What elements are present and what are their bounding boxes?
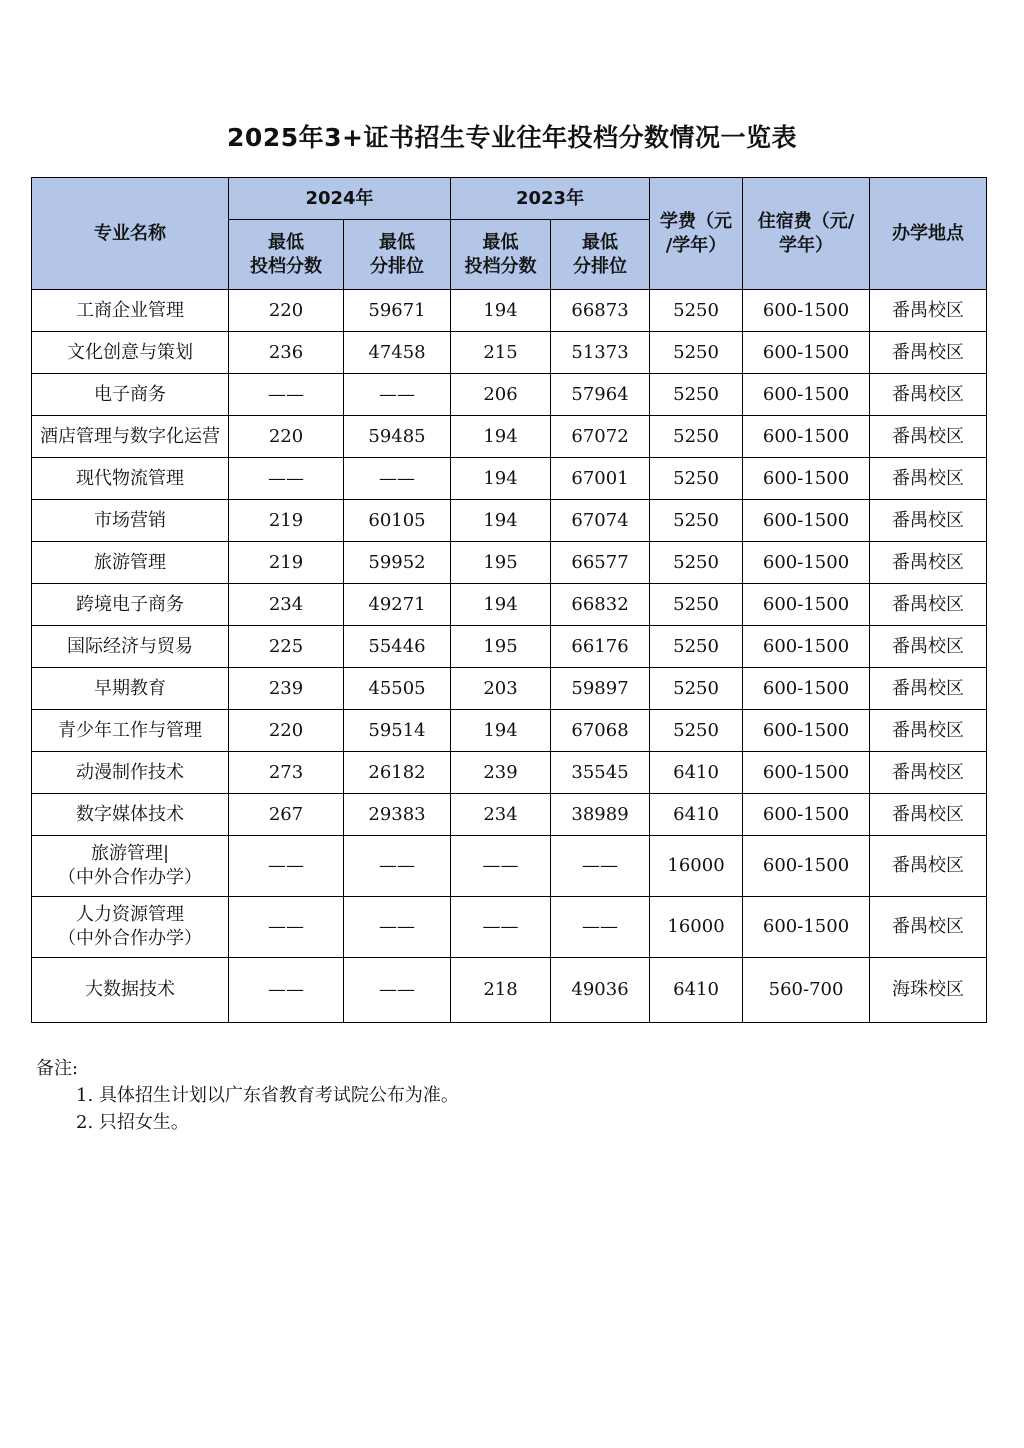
cell-dorm: 600-1500 bbox=[743, 836, 870, 897]
cell-2024-rank: —— bbox=[344, 958, 451, 1023]
cell-2024-rank: —— bbox=[344, 374, 451, 416]
cell-dorm: 600-1500 bbox=[743, 897, 870, 958]
table-row bbox=[32, 374, 987, 416]
table-row bbox=[32, 290, 987, 332]
cell-2023-rank: 67068 bbox=[551, 710, 650, 752]
cell-major-text: 酒店管理与数字化运营 bbox=[40, 425, 220, 447]
header-campus: 办学地点 bbox=[870, 178, 987, 290]
cell-major: 大数据技术 bbox=[32, 958, 229, 1023]
cell-tuition: 5250 bbox=[650, 584, 743, 626]
cell-major: 早期教育 bbox=[32, 668, 229, 710]
cell-2024-rank: —— bbox=[344, 458, 451, 500]
cell-2023-rank: 59897 bbox=[551, 668, 650, 710]
cell-2024-rank: 55446 bbox=[344, 626, 451, 668]
cell-2024-rank: 29383 bbox=[344, 794, 451, 836]
cell-major: 动漫制作技术 bbox=[32, 752, 229, 794]
cell-dorm: 600-1500 bbox=[743, 794, 870, 836]
cell-2023-score: 195 bbox=[451, 626, 551, 668]
header-2024: 2024年 bbox=[229, 178, 451, 220]
score-table bbox=[31, 177, 987, 1023]
cell-major-l2: （中外合作办学） bbox=[58, 867, 202, 888]
header-2024-min-score bbox=[229, 220, 344, 290]
cell-2023-score: —— bbox=[451, 836, 551, 897]
cell-campus: 番禺校区 bbox=[870, 710, 987, 752]
cell-campus: 番禺校区 bbox=[870, 332, 987, 374]
cell-dorm: 560-700 bbox=[743, 958, 870, 1023]
cell-2023-score: 194 bbox=[451, 458, 551, 500]
cell-tuition: 6410 bbox=[650, 752, 743, 794]
cell-tuition: 16000 bbox=[650, 897, 743, 958]
cell-2024-score: 236 bbox=[229, 332, 344, 374]
cell-major: 跨境电子商务 bbox=[32, 584, 229, 626]
header-2023-min-score-l1: 最低 bbox=[482, 231, 519, 253]
cell-2023-score: 203 bbox=[451, 668, 551, 710]
cell-2024-score: 220 bbox=[229, 290, 344, 332]
cell-campus: 番禺校区 bbox=[870, 668, 987, 710]
cell-campus: 番禺校区 bbox=[870, 290, 987, 332]
header-2024-min-rank bbox=[344, 220, 451, 290]
table-row bbox=[32, 668, 987, 710]
cell-2024-score: —— bbox=[229, 836, 344, 897]
cell-2024-score: 267 bbox=[229, 794, 344, 836]
cell-tuition: 5250 bbox=[650, 710, 743, 752]
cell-tuition: 5250 bbox=[650, 332, 743, 374]
cell-2024-score: 219 bbox=[229, 542, 344, 584]
cell-2023-rank: 38989 bbox=[551, 794, 650, 836]
cell-tuition: 6410 bbox=[650, 794, 743, 836]
cell-2024-rank: —— bbox=[344, 897, 451, 958]
cell-2023-rank: 66873 bbox=[551, 290, 650, 332]
cell-campus: 番禺校区 bbox=[870, 374, 987, 416]
cell-major: 市场营销 bbox=[32, 500, 229, 542]
cell-campus: 番禺校区 bbox=[870, 584, 987, 626]
cell-2023-score: 194 bbox=[451, 500, 551, 542]
cell-dorm: 600-1500 bbox=[743, 752, 870, 794]
page-title: 2025年3+证书招生专业往年投档分数情况一览表 bbox=[227, 123, 797, 152]
header-2023-min-score-l2: 投档分数 bbox=[464, 255, 537, 277]
cell-dorm: 600-1500 bbox=[743, 290, 870, 332]
cell-2024-rank: 59485 bbox=[344, 416, 451, 458]
cell-tuition: 5250 bbox=[650, 542, 743, 584]
cell-tuition: 5250 bbox=[650, 374, 743, 416]
table-row bbox=[32, 332, 987, 374]
cell-2023-rank: 51373 bbox=[551, 332, 650, 374]
table-row bbox=[32, 416, 987, 458]
cell-tuition: 6410 bbox=[650, 958, 743, 1023]
header-2023-min-rank-l1: 最低 bbox=[582, 231, 619, 253]
header-2024-min-rank-l2: 分排位 bbox=[370, 255, 424, 277]
cell-tuition: 5250 bbox=[650, 668, 743, 710]
header-tuition bbox=[650, 178, 743, 290]
cell-major-l1: 旅游管理| bbox=[90, 843, 170, 864]
cell-2023-rank: —— bbox=[551, 897, 650, 958]
cell-2024-rank: 59952 bbox=[344, 542, 451, 584]
cell-tuition: 5250 bbox=[650, 290, 743, 332]
cell-2023-rank: 66577 bbox=[551, 542, 650, 584]
table-row bbox=[32, 794, 987, 836]
cell-2023-rank: 67072 bbox=[551, 416, 650, 458]
cell-2023-score: 194 bbox=[451, 416, 551, 458]
cell-dorm: 600-1500 bbox=[743, 416, 870, 458]
cell-2023-rank: 66176 bbox=[551, 626, 650, 668]
cell-2023-score: 194 bbox=[451, 710, 551, 752]
cell-dorm: 600-1500 bbox=[743, 710, 870, 752]
cell-major: 文化创意与策划 bbox=[32, 332, 229, 374]
cell-major-l2: （中外合作办学） bbox=[58, 928, 202, 949]
cell-dorm: 600-1500 bbox=[743, 500, 870, 542]
cell-campus: 番禺校区 bbox=[870, 897, 987, 958]
cell-major: 青少年工作与管理 bbox=[32, 710, 229, 752]
cell-dorm: 600-1500 bbox=[743, 458, 870, 500]
cell-dorm: 600-1500 bbox=[743, 668, 870, 710]
header-2023: 2023年 bbox=[451, 178, 650, 220]
cell-major: 数字媒体技术 bbox=[32, 794, 229, 836]
cell-2024-score: 220 bbox=[229, 710, 344, 752]
header-tuition-l2: /学年） bbox=[665, 234, 727, 256]
cell-major: 国际经济与贸易 bbox=[32, 626, 229, 668]
cell-major bbox=[32, 897, 229, 958]
header-row-1 bbox=[32, 178, 987, 220]
cell-2023-rank: 57964 bbox=[551, 374, 650, 416]
table-row bbox=[32, 836, 987, 897]
cell-2024-score: —— bbox=[229, 897, 344, 958]
header-2024-min-score-l1: 最低 bbox=[268, 231, 304, 253]
cell-dorm: 600-1500 bbox=[743, 374, 870, 416]
cell-2023-rank: 67074 bbox=[551, 500, 650, 542]
table-row bbox=[32, 897, 987, 958]
cell-campus: 番禺校区 bbox=[870, 836, 987, 897]
table-row bbox=[32, 584, 987, 626]
cell-2024-score: —— bbox=[229, 458, 344, 500]
cell-campus: 番禺校区 bbox=[870, 500, 987, 542]
cell-tuition: 16000 bbox=[650, 836, 743, 897]
note-item-2: 2. 只招女生。 bbox=[76, 1112, 189, 1133]
cell-2024-score: 239 bbox=[229, 668, 344, 710]
cell-campus: 番禺校区 bbox=[870, 542, 987, 584]
table-row bbox=[32, 500, 987, 542]
cell-2024-score: 234 bbox=[229, 584, 344, 626]
cell-2024-rank: 60105 bbox=[344, 500, 451, 542]
header-2024-min-rank-l1: 最低 bbox=[379, 231, 415, 253]
cell-2023-rank: 49036 bbox=[551, 958, 650, 1023]
cell-2024-score: —— bbox=[229, 374, 344, 416]
cell-tuition: 5250 bbox=[650, 626, 743, 668]
header-2023-min-score bbox=[451, 220, 551, 290]
cell-major-l1: 人力资源管理 bbox=[76, 904, 184, 925]
note-item-1: 1. 具体招生计划以广东省教育考试院公布为准。 bbox=[76, 1085, 459, 1106]
cell-2024-rank: 59671 bbox=[344, 290, 451, 332]
cell-2023-score: 218 bbox=[451, 958, 551, 1023]
cell-2024-score: 220 bbox=[229, 416, 344, 458]
cell-2024-rank: 49271 bbox=[344, 584, 451, 626]
header-2023-min-rank-l2: 分排位 bbox=[573, 255, 628, 277]
cell-campus: 番禺校区 bbox=[870, 752, 987, 794]
cell-2023-rank: 67001 bbox=[551, 458, 650, 500]
cell-2023-score: 234 bbox=[451, 794, 551, 836]
cell-tuition: 5250 bbox=[650, 458, 743, 500]
cell-2023-rank: —— bbox=[551, 836, 650, 897]
table-row bbox=[32, 626, 987, 668]
cell-campus: 海珠校区 bbox=[870, 958, 987, 1023]
cell-2024-score: 273 bbox=[229, 752, 344, 794]
header-2023-min-rank bbox=[551, 220, 650, 290]
cell-campus: 番禺校区 bbox=[870, 794, 987, 836]
cell-dorm: 600-1500 bbox=[743, 626, 870, 668]
header-dorm-l2: 学年） bbox=[779, 234, 834, 256]
cell-2024-score: —— bbox=[229, 958, 344, 1023]
cell-2024-rank: 59514 bbox=[344, 710, 451, 752]
cell-major bbox=[32, 836, 229, 897]
cell-2023-score: 239 bbox=[451, 752, 551, 794]
cell-tuition: 5250 bbox=[650, 500, 743, 542]
header-dorm bbox=[743, 178, 870, 290]
notes bbox=[36, 1055, 459, 1136]
cell-2024-score: 219 bbox=[229, 500, 344, 542]
cell-major: 工商企业管理 bbox=[32, 290, 229, 332]
table-row bbox=[32, 542, 987, 584]
cell-2023-score: 194 bbox=[451, 584, 551, 626]
cell-campus: 番禺校区 bbox=[870, 626, 987, 668]
header-dorm-l1: 住宿费（元/ bbox=[757, 210, 855, 232]
table-row bbox=[32, 752, 987, 794]
header-tuition-l1: 学费（元 bbox=[660, 210, 733, 232]
cell-dorm: 600-1500 bbox=[743, 332, 870, 374]
cell-major: 现代物流管理 bbox=[32, 458, 229, 500]
cell-2023-rank: 66832 bbox=[551, 584, 650, 626]
cell-major: 旅游管理 bbox=[32, 542, 229, 584]
cell-2023-score: 215 bbox=[451, 332, 551, 374]
cell-dorm: 600-1500 bbox=[743, 542, 870, 584]
cell-2023-score: —— bbox=[451, 897, 551, 958]
header-major: 专业名称 bbox=[32, 178, 229, 290]
cell-2023-rank: 35545 bbox=[551, 752, 650, 794]
cell-major bbox=[32, 416, 229, 458]
cell-2024-rank: 47458 bbox=[344, 332, 451, 374]
cell-2023-score: 195 bbox=[451, 542, 551, 584]
header-2024-min-score-l2: 投档分数 bbox=[250, 255, 322, 277]
cell-2024-rank: —— bbox=[344, 836, 451, 897]
cell-2024-score: 225 bbox=[229, 626, 344, 668]
cell-campus: 番禺校区 bbox=[870, 458, 987, 500]
cell-major: 电子商务 bbox=[32, 374, 229, 416]
cell-tuition: 5250 bbox=[650, 416, 743, 458]
table-row bbox=[32, 958, 987, 1023]
cell-dorm: 600-1500 bbox=[743, 584, 870, 626]
table-row bbox=[32, 458, 987, 500]
cell-2023-score: 206 bbox=[451, 374, 551, 416]
cell-2024-rank: 26182 bbox=[344, 752, 451, 794]
cell-2023-score: 194 bbox=[451, 290, 551, 332]
cell-campus: 番禺校区 bbox=[870, 416, 987, 458]
notes-heading: 备注: bbox=[36, 1058, 79, 1079]
cell-2024-rank: 45505 bbox=[344, 668, 451, 710]
table-row bbox=[32, 710, 987, 752]
